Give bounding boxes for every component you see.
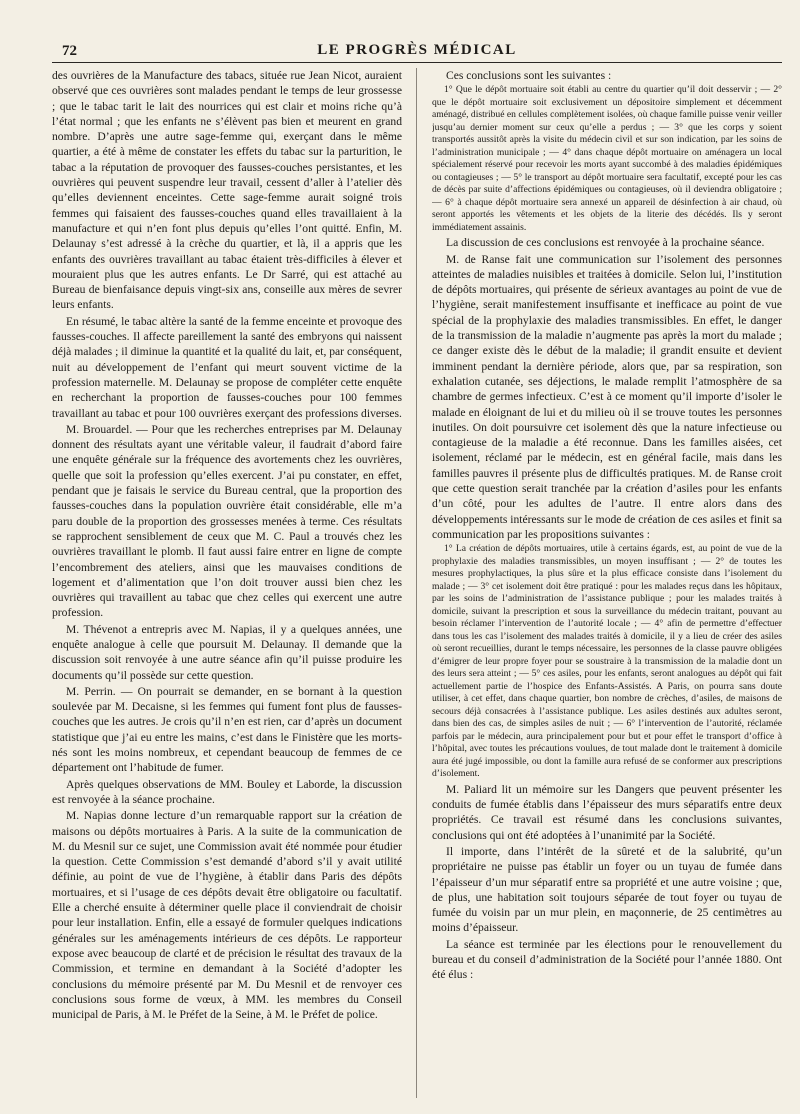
- page-number: 72: [62, 43, 77, 59]
- conclusions-block: [432, 84, 782, 234]
- paragraph: Il importe, dans l’intérêt de la sûreté et de la salubrité, qu’un propriétaire ne puisse pas établir un foyer ou un tuyau de fumée dans l’épaisseur d’un mur séparatif entre sa propriété et une autre voisine ; que, de plus, une habitation soit toujours séparée de tout foyer ou tuyau de fumée du voisin par un mur plein, en maçonnerie, de 25 centimètres au moins d’épaisseur.: [432, 844, 782, 935]
- paragraph: La discussion de ces conclusions est renvoyée à la prochaine séance.: [446, 236, 765, 250]
- paragraph: des ouvrières de la Manufacture des tabacs, située rue Jean Nicot, auraient observé que ces ouvrières sont malades pendant le temps de leur grossesse ; que le tabac tarit le lait des nourrices qui est clair et moins riche qu’à l’état normal ; que les enfants ne s’élèvent pas bien et meurent en grand nombre. D’après une autre sage-femme qui, exerçant dans le même quartier, a été à même de constater les effets du tabac sur la parturition, le tabac a la réputation de provoquer des fausses-couches persistantes, et les ouvrières qui peuvent suspendre leur travail, cessent d’aller à l’atelier dès qu’elles deviennent enceintes. Cette sage-femme aurait soigné trois femmes qui faisaient des fausses-couches quand elles travaillaient à la manufacture et qui n’en font plus depuis qu’elles l’ont quitté. Enfin, M. Delaunay s’est adressé à la crèche du quartier, et là, il a appris que les enfants des ouvrières travaillant au tabac étaient très-difficiles à élever et mouraient plus que les autres enfants. Le Dr Sarré, qui est attaché au Bureau de bienfaisance depuis vingt-six ans, conseille aux mères de sevrer leurs enfants.: [52, 69, 402, 312]
- paragraph: M. Napias donne lecture d’un remarquable rapport sur la création de maisons ou dépôts mortuaires à Paris. A la suite de la communication de M. du Mesnil sur ce sujet, une Commission avait été nommée pour étudier la question. Cette Commission s’est demandé d’abord s’il y avait utilité définie, au point de vue de l’hygiène, à établir dans Paris des dépôts mortuaires, et si l’usage de ces dépôts devait être obligatoire ou facultatif. Elle a cherché ensuite à déterminer quelle place il conviendrait de choisir pour leur installation. Enfin, elle a essayé de formuler quelques indications générales sur les aménagements intérieurs de ces dépôts. Le rapporteur expose avec beaucoup de clarté et de précision le résultat des travaux de la Commission, et termine en demandant à la Société d’adopter les conclusions du mémoire présenté par M. Du Mesnil et de renvoyer ces conclusions sous forme de vœux, à MM. les membres du Conseil municipal de Paris, à M. le Préfet de la Seine, à M. le Préfet de police.: [52, 809, 402, 1022]
- paragraph: M. Perrin. — On pourrait se demander, en se bornant à la question soulevée par M. Decaisne, si les femmes qui fument font plus de fausses-couches que les autres. Je crois qu’il n’en est rien, car d’après un document statistique que j’ai eu entre les mains, c’est dans le Finistère que les morts-nés sont les moins nombreux, et cependant beaucoup de femmes de ce département ont l’habitude de fumer.: [52, 684, 402, 775]
- paragraph: M. de Ranse fait une communication sur l’isolement des personnes atteintes de maladies nuisibles et traitées à domicile. Selon lui, l’institution de dépôts mortuaires, qui présente de sérieux avantages au point de vue de l’hygiène, serait manifestement insuffisante et inefficace au point de vue spécial de la prophylaxie des maladies transmissibles. En effet, le danger de la transmission de la maladie n’augmente pas après la mort du malade ; ce danger existe dès le début de la maladie; il grandit ensuite et devient imminent pendant la dernière période, alors que, par sa respiration, son exhalation cutanée, ses déjections, le malade remplit l’atmosphère de sa chambre de germes infectieux. C’est à ce moment qu’il importe d’isoler le malade en éloignant de lui et du milieu où il se trouve toutes les personnes inutiles. On doit poursuivre cet isolement dès que la nature infectieuse ou contagieuse de la maladie a été reconnue. Dans les familles aisées, cet isolement, réclamé par le médecin, est en général facile, mais dans les familles pauvres il présente plus de difficultés pratiques. M. de Ranse croit que cette question serait tranchée par la création d’asiles pour les enfants d’un côté, pour les adultes de l’autre. Il entre alors dans des développements intéressants sur le mode de création de ces asiles et finit sa communication par les propositions suivantes :: [432, 252, 782, 541]
- paragraph: Ces conclusions sont les suivantes :: [446, 69, 612, 82]
- running-title: LE PROGRÈS MÉDICAL: [317, 42, 517, 58]
- propositions-block: [432, 543, 782, 781]
- right-column: [432, 68, 782, 1108]
- paragraph: M. Thévenot a entrepris avec M. Napias, il y a quelques années, une enquête analogue à celle que poursuit M. Delaunay. Il demande que la discussion soit renvoyée à une autre séance afin qu’il puisse produire les documents qu’il possède sur cette question.: [52, 622, 402, 682]
- paragraph: M. Paliard lit un mémoire sur les Dangers que peuvent présenter les conduits de fumée établis dans l’épaisseur des murs séparatifs entre deux propriétés. Ce travail est résumé dans les conclusions suivantes, conclusions qui ont été adoptées à l’unanimité par la Société.: [432, 782, 782, 842]
- left-column: [52, 68, 402, 1108]
- paragraph: Après quelques observations de MM. Bouley et Laborde, la discussion est renvoyée à la séance prochaine.: [52, 777, 402, 806]
- page-header: [52, 40, 782, 63]
- column-divider: [416, 68, 417, 1098]
- paragraph: En résumé, le tabac altère la santé de la femme enceinte et provoque des fausses-couches. Il affecte pareillement la santé des embryons qui naissent déjà malades ; il diminue la quantité et la qualité du lait, et, par conséquent, nuit au développement de l’enfant qui meurt souvent victime de la profession maternelle. M. Delaunay se propose de compléter cette enquête en recherchant la proportion de fausses-couches pour 100 femmes travaillant au tabac et pour 100 ouvrières exerçant des professions diverses.: [52, 314, 402, 420]
- paragraph: 1° La création de dépôts mortuaires, utile à certains égards, est, au point de vue de la prophylaxie des maladies transmissibles, un moyen insuffisant ; — 2° de toutes les mesures prophylactiques, la plus sûre et la plus efficace consiste dans l’isolement du malade ; — 3° cet isolement doit être pratiqué : pour les malades reçus dans les hôpitaux, par les soins de l’administration de l’assistance publique ; pour les malades traités à domicile, suivant la prescription et sous la surveillance du médecin traitant, pouvant au besoin réclamer l’intervention de l’autorité locale ; — 4° afin de permettre d’effectuer dans tous les cas l’isolement des malades traités à domicile, il y a lieu de créer des asiles où seront recueillies, durant le temps nécessaire, les personnes de la classe pauvre obligées d’émigrer de leur propre foyer pour se soustraire à la transmission de la maladie dont un des leurs sera atteint ; — 5° ces asiles, pour les enfants, seront analogues au dépôt qui fait actuellement partie de l’hospice des Enfants-Assistés. A Paris, on pourra sans doute utiliser, à cet effet, dans chaque quartier, bon nombre de crèches, d’asiles, de maisons de secours déjà consacrées à l’assistance publique. Les asiles destinés aux adultes seront, dans bien des cas, de simples asiles de nuit ; — 6° l’intervention de l’autorité, réclamée parfois par le médecin, aura principalement pour but et pour effet le transport d’office à l’hôpital, avec toutes les précautions voulues, de tout malade dont le traitement à domicile aura été jugé impossible, ou dont la famille aura refusé de se conformer aux prescriptions d’isolement.: [432, 543, 782, 780]
- paragraph: 1° Que le dépôt mortuaire soit établi au centre du quartier qu’il doit desservir ; — 2° que le dépôt mortuaire soit exclusivement un dépositoire simplement et décemment aménagé, distribué en cellules complètement isolées, où chaque famille puisse venir veiller jusqu’au dernier moment sur ceux qu’elle a perdus ; — 3° que les corps y soient transportés aussitôt après la visite du médecin civil et sur son indication, par les soins de l’administration municipale ; — 4° dans chaque dépôt mortuaire on aménagera un local spécialement réservé pour recevoir les morts ayant succombé à des maladies épidémiques ou contagieuses ; — 5° le transport au dépôt mortuaire sera facultatif, excepté pour les cas de décès par suite d’affections épidémiques ou contagieuses, où il deviendra obligatoire ; — 6° à chaque dépôt mortuaire sera annexé un appareil de désinfection à air chaud, où seront apportés les vêtements et les objets de la literie des décédés. Ils y seront immédiatement assainis.: [432, 84, 782, 233]
- paragraph: M. Brouardel. — Pour que les recherches entreprises par M. Delaunay donnent des résultats ayant une véritable valeur, il faudrait d’abord faire une enquête générale sur la fréquence des avortements chez les ouvrières, quelle que soit la profession qu’elles exercent. J’ai pu constater, en effet, pendant que je faisais le service du Bureau central, que la proportion des fausses-couches dans la population ouvrière était considérable, elle m’a paru double de la proportion des grossesses menées à terme. Ces résultats se rapprochent sensiblement de ceux que M. C. Paul a trouvés chez les ouvrières travaillant le plomb. Il faut aussi faire entrer en ligne de compte l’encombrement des ateliers, ainsi que les mauvaises conditions de logement et d’alimentation que l’on doit trouver aussi bien chez les ouvrières qui travaillent au tabac que chez celles qui exercent une autre profession.: [52, 422, 402, 620]
- paragraph: La séance est terminée par les élections pour le renouvellement du bureau et du conseil d’administration de la Société pour l’année 1880. Ont été élus :: [432, 937, 782, 982]
